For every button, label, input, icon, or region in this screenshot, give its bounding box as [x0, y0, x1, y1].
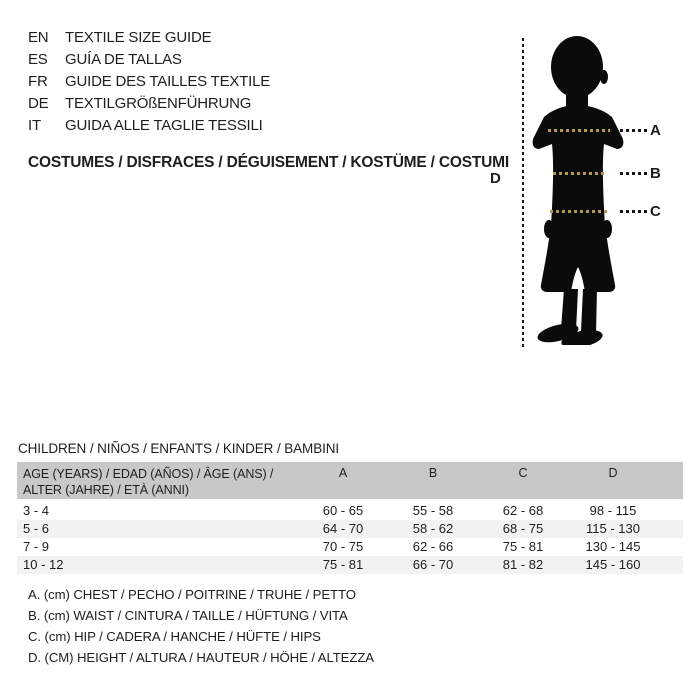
age-cell: 7 - 9 — [23, 538, 50, 554]
column-header-b: B — [388, 462, 478, 500]
language-label: GUIDE DES TAILLES TEXTILE — [65, 73, 271, 90]
measurement-cell: 66 - 70 — [412, 556, 454, 572]
age-cell: 10 - 12 — [23, 556, 64, 572]
legend-waist: B. (cm) WAIST / CINTURA / TAILLE / HÜFTUNG / VITA — [28, 608, 348, 623]
age-header-line1: AGE (YEARS) / EDAD (AÑOS) / ÂGE (ANS) / — [23, 467, 274, 481]
legend-height: D. (CM) HEIGHT / ALTURA / HAUTEUR / HÖHE / ALTEZZA — [28, 650, 374, 665]
chest-measure-label: A — [650, 122, 661, 139]
language-row-it — [28, 115, 270, 137]
measurement-cell: 115 - 130 — [586, 520, 640, 536]
table-row — [17, 556, 683, 574]
filler-cell — [658, 556, 683, 574]
child-silhouette — [528, 33, 628, 345]
measurement-cell: 68 - 75 — [502, 520, 544, 536]
filler-cell — [658, 500, 683, 520]
age-cell: 5 - 6 — [23, 520, 50, 536]
language-row-de — [28, 93, 270, 115]
measurement-cell: 58 - 62 — [412, 520, 454, 536]
column-header-filler — [658, 462, 683, 500]
language-code: EN — [28, 29, 49, 46]
size-table — [17, 462, 683, 574]
hip-measure-line — [480, 203, 695, 220]
waist-dotted-line — [553, 172, 604, 175]
language-code: IT — [28, 117, 41, 134]
language-label: TEXTILGRÖßENFÜHRUNG — [65, 95, 252, 112]
measurement-cell: 75 - 81 — [502, 538, 544, 554]
table-row — [17, 538, 683, 556]
language-code: DE — [28, 95, 49, 112]
size-table-body — [17, 500, 683, 574]
chest-dotted-line — [548, 129, 610, 132]
hip-measure-label: C — [650, 203, 661, 220]
language-code: ES — [28, 51, 48, 68]
table-title: CHILDREN / NIÑOS / ENFANTS / KINDER / BAMBINI — [18, 441, 340, 456]
waist-measure-label: B — [650, 165, 661, 182]
waist-measure-line — [480, 165, 695, 182]
language-title-list — [28, 27, 270, 137]
measurement-cell: 145 - 160 — [585, 556, 641, 572]
chest-measure-line — [480, 122, 695, 139]
age-cell: 3 - 4 — [23, 502, 50, 518]
measurement-cell: 75 - 81 — [322, 556, 364, 572]
column-header-c: C — [478, 462, 568, 500]
column-header-a: A — [298, 462, 388, 500]
height-measure-label: D — [490, 170, 501, 187]
measurement-cell: 55 - 58 — [412, 502, 454, 518]
category-title: COSTUMES / DISFRACES / DÉGUISEMENT / KOSTÜME / COSTUMI — [28, 154, 509, 171]
measurement-cell: 81 - 82 — [502, 556, 544, 572]
hip-pointer-dots — [620, 210, 647, 213]
measurement-cell: 98 - 115 — [589, 502, 637, 518]
height-dotted-line — [522, 38, 524, 347]
table-row — [17, 500, 683, 520]
measurement-cell: 70 - 75 — [322, 538, 364, 554]
legend-chest: A. (cm) CHEST / PECHO / POITRINE / TRUHE / PETTO — [28, 587, 356, 602]
measurement-legend — [28, 584, 374, 668]
measurement-cell: 62 - 68 — [502, 502, 544, 518]
age-header-line2: ALTER (JAHRE) / ETÀ (ANNI) — [23, 483, 189, 497]
language-row-fr — [28, 71, 270, 93]
measurement-cell: 64 - 70 — [322, 520, 364, 536]
table-row — [17, 520, 683, 538]
measurement-cell: 130 - 145 — [585, 538, 641, 554]
waist-pointer-dots — [620, 172, 647, 175]
measurement-cell: 60 - 65 — [322, 502, 364, 518]
filler-cell — [658, 520, 683, 538]
measurement-cell: 62 - 66 — [412, 538, 454, 554]
measurement-figure — [480, 30, 695, 360]
language-label: TEXTILE SIZE GUIDE — [65, 29, 212, 46]
table-header-row — [17, 462, 683, 500]
column-header-d: D — [568, 462, 658, 500]
language-code: FR — [28, 73, 48, 90]
age-column-header — [17, 462, 298, 500]
language-row-en — [28, 27, 270, 49]
hip-dotted-line — [550, 210, 608, 213]
language-label: GUIDA ALLE TAGLIE TESSILI — [65, 117, 263, 134]
language-row-es — [28, 49, 270, 71]
legend-hip: C. (cm) HIP / CADERA / HANCHE / HÜFTE / HIPS — [28, 629, 321, 644]
filler-cell — [658, 538, 683, 556]
language-label: GUÍA DE TALLAS — [65, 51, 182, 68]
chest-pointer-dots — [620, 129, 647, 132]
